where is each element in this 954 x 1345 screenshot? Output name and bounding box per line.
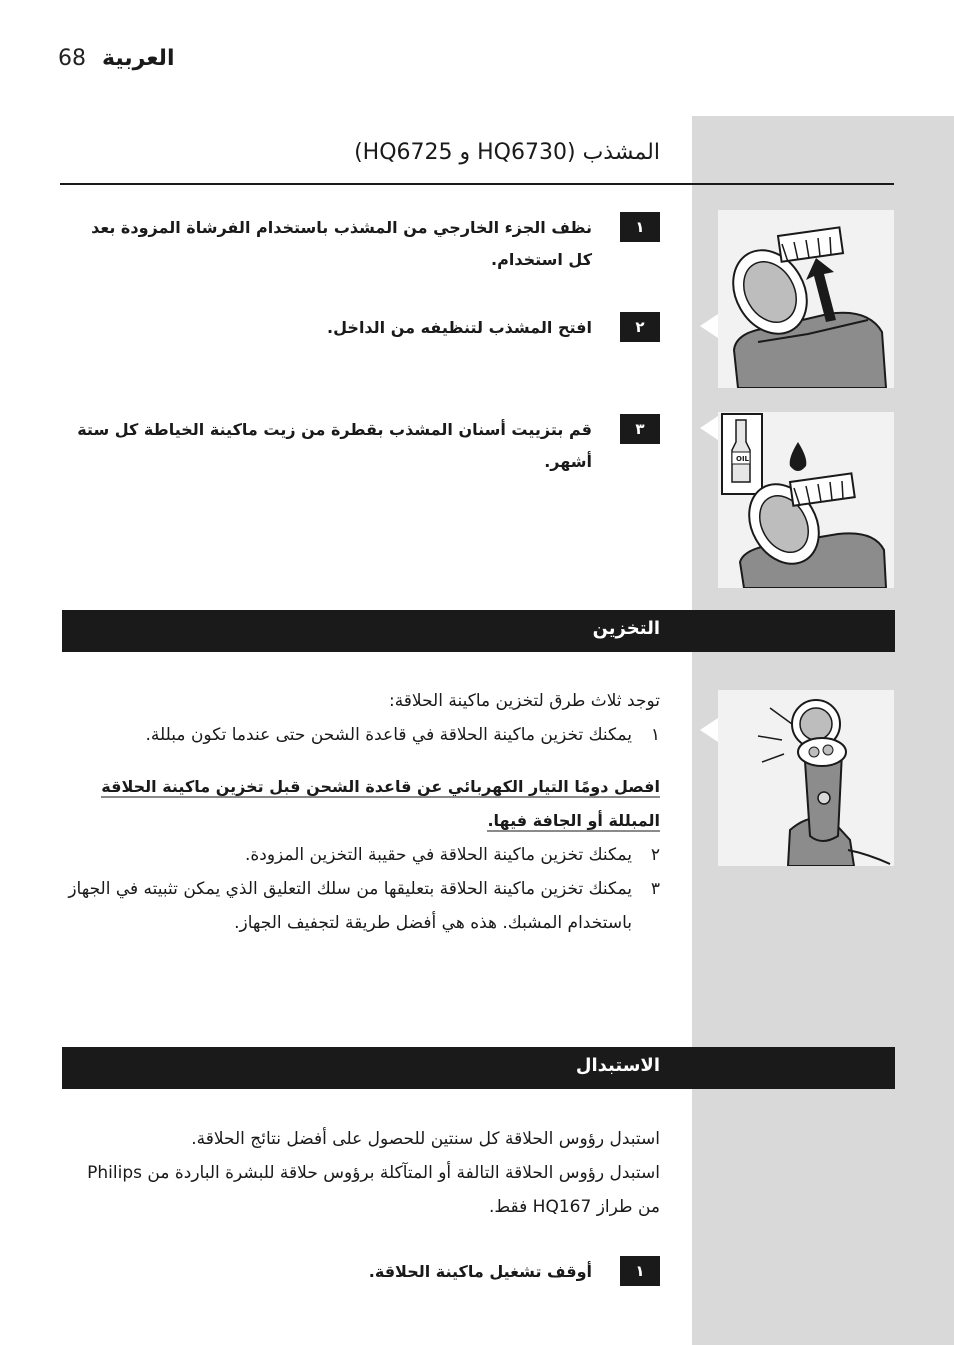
language-label: العربية <box>102 45 175 71</box>
step-number-badge: ٢ <box>620 312 660 342</box>
oil-bottle-icon <box>718 412 894 588</box>
list-number: ٢ <box>650 845 660 865</box>
step-number-badge: ١ <box>620 1256 660 1286</box>
storage-item-1 <box>62 718 660 752</box>
list-text: يمكنك تخزين ماكينة الحلاقة في قاعدة الشحن حتى عندما تكون مبللة. <box>145 725 632 745</box>
trimmer-open-icon <box>718 210 894 388</box>
storage-item-3 <box>62 872 660 940</box>
illustration-pointer <box>700 314 718 338</box>
step-text: قم بتزييت أسنان المشذب بقطرة من زيت ماكينة الخياطة كل ستة أشهر. <box>77 420 592 471</box>
trimmer-oil-illustration <box>718 412 894 588</box>
storage-section-header <box>62 610 895 652</box>
list-number: ١ <box>650 725 660 745</box>
trimmer-open-illustration <box>718 210 894 388</box>
page-header <box>58 38 175 78</box>
shaver-on-stand-illustration <box>718 690 894 866</box>
warning-text: افصل دومًا التيار الكهربائي عن قاعدة الشحن قبل تخزين ماكينة الحلاقة المبللة أو الجافة فيها. <box>101 777 660 830</box>
illustration-pointer <box>700 416 718 440</box>
replacement-content <box>62 1122 660 1224</box>
step-text: نظف الجزء الخارجي من المشذب باستخدام الفرشاة المزودة بعد كل استخدام. <box>91 218 592 269</box>
step-text: أوقف تشغيل ماكينة الحلاقة. <box>368 1262 592 1281</box>
replacement-section-header <box>62 1047 895 1089</box>
replacement-step-1 <box>62 1256 660 1288</box>
list-text: يمكنك تخزين ماكينة الحلاقة بتعليقها من سلك التعليق الذي يمكن تثبيته في الجهاز باستخدام المشبك. هذه هي أفضل طريقة لتجفيف الجهاز. <box>68 879 632 933</box>
storage-intro: توجد ثلاث طرق لتخزين ماكينة الحلاقة: <box>388 691 660 711</box>
cleaning-step-3 <box>62 414 660 478</box>
page-number: 68 <box>58 45 86 71</box>
step-number-badge: ١ <box>620 212 660 242</box>
step-number-badge: ٣ <box>620 414 660 444</box>
storage-warning <box>62 770 660 838</box>
shaver-stand-icon <box>718 690 894 866</box>
replacement-paragraph-1: استبدل رؤوس الحلاقة كل سنتين للحصول على أفضل نتائج الحلاقة. <box>191 1129 660 1149</box>
oil-label: OIL <box>736 455 750 463</box>
replacement-title: الاستبدال <box>575 1055 660 1076</box>
list-number: ٣ <box>650 879 660 899</box>
storage-item-2 <box>62 838 660 872</box>
storage-content <box>62 684 660 940</box>
replacement-paragraph-2: استبدل رؤوس الحلاقة التالفة أو المتآكلة برؤوس حلاقة للبشرة الباردة من Philips من طراز HQ167 فقط. <box>87 1163 660 1217</box>
trimmer-section-title: المشذب (HQ6730 و HQ6725) <box>354 140 660 165</box>
title-divider <box>60 183 894 185</box>
cleaning-step-1 <box>62 212 660 276</box>
step-text: افتح المشذب لتنظيفه من الداخل. <box>327 318 592 337</box>
list-text: يمكنك تخزين ماكينة الحلاقة في حقيبة التخزين المزودة. <box>244 845 632 865</box>
cleaning-step-2 <box>62 312 660 344</box>
storage-title: التخزين <box>592 618 660 639</box>
illustration-pointer <box>700 718 718 742</box>
